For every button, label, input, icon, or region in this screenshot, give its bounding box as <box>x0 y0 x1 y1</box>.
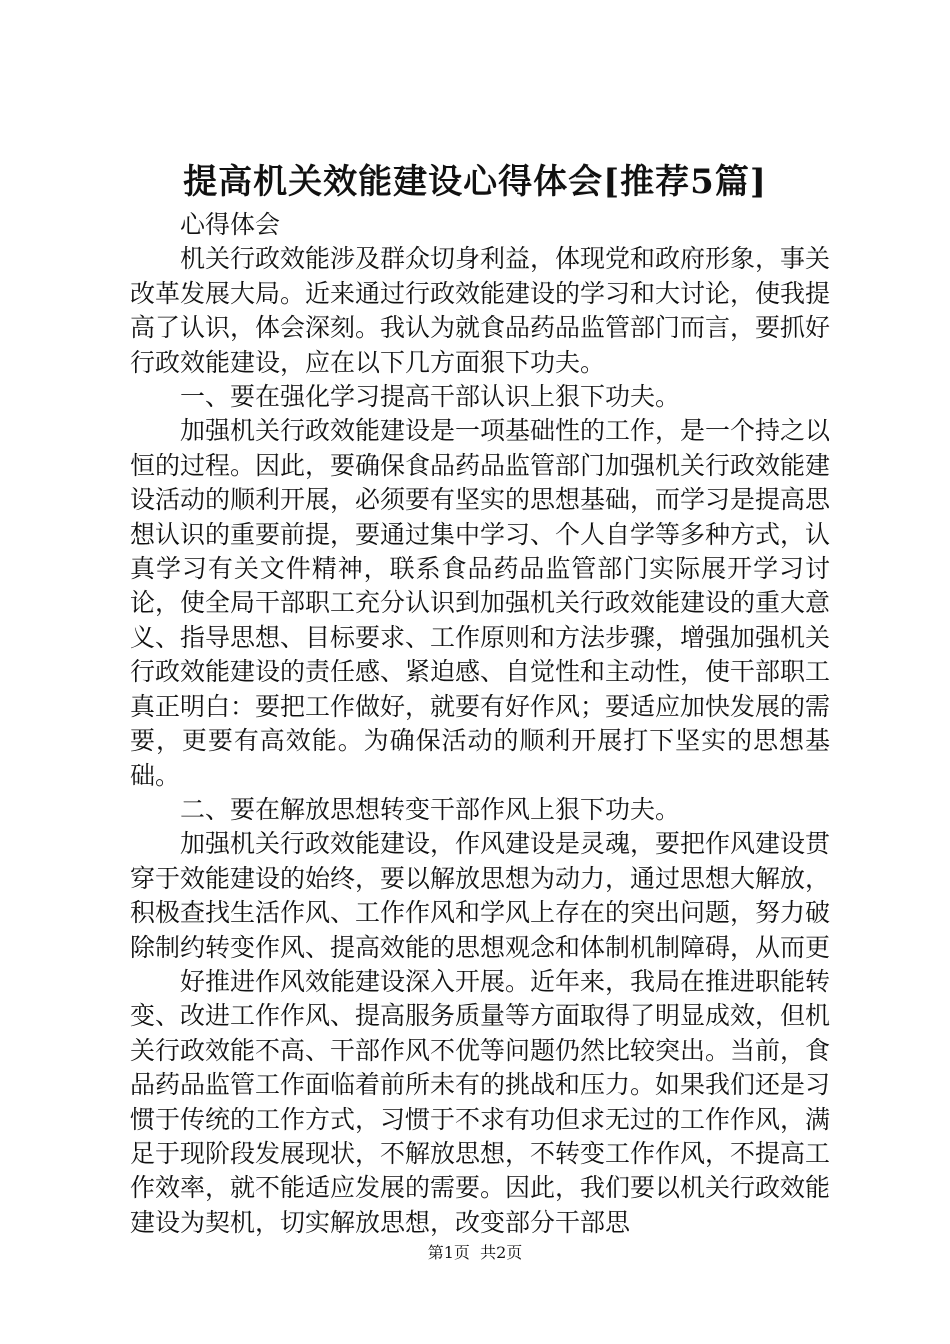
section-heading-1: 一、要在强化学习提高干部认识上狠下功夫。 <box>180 382 681 412</box>
page-number-footer: 第1页 共2页 <box>427 1243 523 1262</box>
paragraph-subtitle: 心得体会 <box>180 210 281 239</box>
paragraph-section-2: 加强机关行政效能建设，作风建设是灵魂，要把作风建设贯穿于效能建设的始终，要以解放思想为动力，通过思想大解放，积极查找生活作风、工作作风和学风上存在的突出问题，努力破除制约转变作风、提高效能的思想观念和体制机制障碍，从而更 <box>130 829 831 962</box>
document-body <box>130 208 830 1240</box>
paragraph-section-1: 加强机关行政效能建设是一项基础性的工作，是一个持之以恒的过程。因此，要确保食品药品监管部门加强机关行政效能建设活动的顺利开展，必须要有坚实的思想基础，而学习是提高思想认识的重要前提，要通过集中学习、个人自学等多种方式，认真学习有关文件精神，联系食品药品监管部门实际展开学习讨论，使全局干部职工充分认识到加强机关行政效能建设的重大意义、指导思想、目标要求、工作原则和方法步骤，增强加强机关行政效能建设的责任感、紧迫感、自觉性和主动性，使干部职工真正明白：要把工作做好，就要有好作风；要适应加快发展的需要，更要有高效能。为确保活动的顺利开展打下坚实的思想基础。 <box>130 416 831 790</box>
section-heading-2: 二、要在解放思想转变干部作风上狠下功夫。 <box>180 794 681 824</box>
paragraph-continuation: 好推进作风效能建设深入开展。近年来，我局在推进职能转变、改进工作作风、提高服务质量等方面取得了明显成效，但机关行政效能不高、干部作风不优等问题仍然比较突出。当前，食品药品监管工作面临着前所未有的挑战和压力。如果我们还是习惯于传统的工作方式，习惯于不求有功但求无过的工作作风，满足于现阶段发展现状，不解放思想，不转变工作作风，不提高工作效率，就不能适应发展的需要。因此，我们要以机关行政效能建设为契机，切实解放思想，改变部分干部思 <box>130 966 831 1237</box>
document-title: 提高机关效能建设心得体会[推荐5篇] <box>183 162 767 202</box>
paragraph-intro: 机关行政效能涉及群众切身利益，体现党和政府形象，事关改革发展大局。近来通过行政效能建设的学习和大讨论，使我提高了认识，体会深刻。我认为就食品药品监管部门而言，要抓好行政效能建设，应在以下几方面狠下功夫。 <box>130 244 831 377</box>
